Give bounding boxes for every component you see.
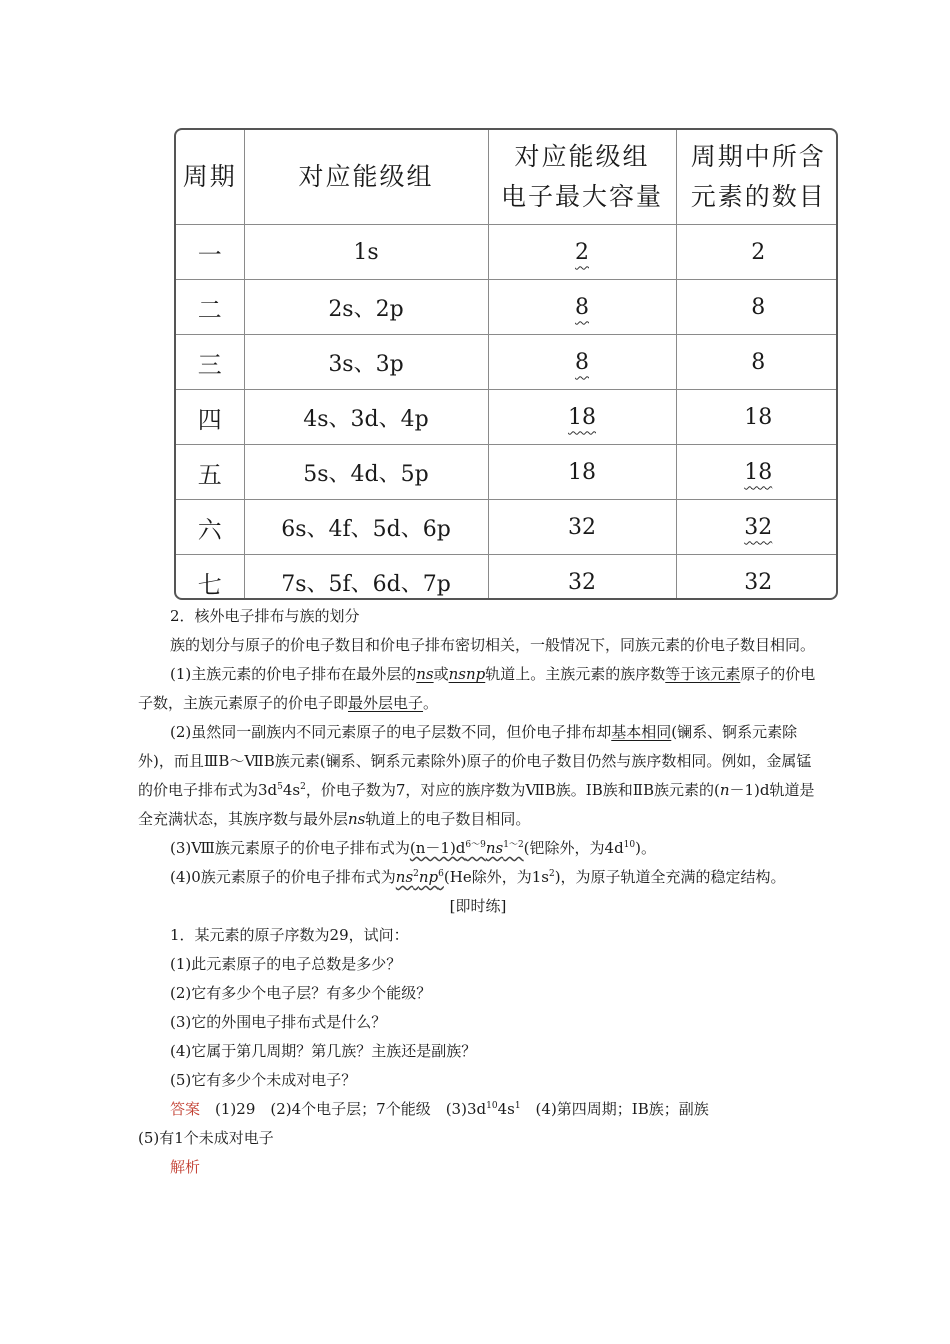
section-heading: 2．核外电子排布与族的划分 — [170, 607, 360, 625]
period-cell: 七 — [176, 555, 244, 601]
list-item: (5)它有多少个未成对电子？ — [170, 1071, 357, 1089]
count-cell: 32 — [676, 555, 838, 601]
text-span: ，价电子数为7，对应的族序数为ⅦB族。ⅠB族和ⅡB族元素的( — [305, 781, 720, 799]
capacity-cell — [488, 390, 676, 445]
text-span: (1)主族元素的价电子排布在最外层的 — [170, 665, 417, 683]
fill-blank: 最外层电子 — [348, 694, 424, 712]
period-cell: 三 — [176, 335, 244, 390]
fill-blank: nsnp — [448, 665, 486, 683]
superscript: 10 — [623, 840, 636, 850]
superscript: 1 — [514, 1101, 521, 1111]
groups-cell: 6s、4f、5d、6p — [244, 500, 488, 555]
header-energy-groups: 对应能级组 — [244, 130, 488, 225]
list-item: (4)它属于第几周期？第几族？主族还是副族？ — [170, 1042, 477, 1060]
list-item: (2)它有多少个电子层？有多少个能级？ — [170, 984, 432, 1002]
header-max-capacity-line2: 电子最大容量 — [500, 182, 663, 211]
text-span: (4)0族元素原子的价电子排布式为 — [170, 868, 396, 886]
table-row — [176, 390, 838, 445]
period-cell: 二 — [176, 280, 244, 335]
italic-symbol: ns — [485, 839, 504, 857]
capacity-cell — [488, 280, 676, 335]
paragraph-sub-group — [138, 718, 818, 834]
period-cell: 一 — [176, 225, 244, 280]
period-cell: 五 — [176, 445, 244, 500]
text-span: －1)d轨道是全充满状态，其族序数与最外层 — [138, 781, 815, 828]
count-cell — [676, 500, 838, 555]
fill-blank: 基本相同 — [611, 723, 672, 741]
italic-symbol: ns — [348, 810, 366, 828]
answer-line — [138, 1095, 818, 1124]
count-value: 32 — [744, 514, 773, 540]
table-row — [176, 280, 838, 335]
period-cell: 六 — [176, 500, 244, 555]
header-period: 周期 — [176, 130, 244, 225]
groups-cell: 7s、5f、6d、7p — [244, 555, 488, 601]
header-max-capacity-line1: 对应能级组 — [514, 142, 650, 171]
italic-symbol: n — [719, 781, 730, 799]
practice-title: [即时练] — [449, 897, 507, 915]
text-span: (4)第四周期；ⅠB族；副族 — [520, 1100, 709, 1118]
capacity-cell — [488, 335, 676, 390]
capacity-cell: 32 — [488, 555, 676, 601]
text-span: (n－1)d — [409, 839, 466, 857]
count-cell: 8 — [676, 280, 838, 335]
capacity-cell — [488, 225, 676, 280]
count-cell: 18 — [676, 390, 838, 445]
superscript: 2 — [413, 869, 419, 879]
fill-blank: 等于该元素 — [665, 665, 741, 683]
superscript: 6～9 — [465, 840, 486, 850]
fill-blank — [410, 839, 524, 857]
fill-blank — [396, 868, 444, 886]
text-span: (3)Ⅷ族元素原子的价电子排布式为 — [170, 839, 410, 857]
italic-symbol: np — [418, 868, 439, 886]
table-row — [176, 335, 838, 390]
text-span: )，为原子轨道全充满的稳定结构。 — [554, 868, 786, 886]
count-cell: 2 — [676, 225, 838, 280]
paragraph-group-viii — [138, 834, 818, 863]
answer-line-2: (5)有1个未成对电子 — [138, 1129, 274, 1147]
groups-cell: 5s、4d、5p — [244, 445, 488, 500]
text-span: 轨道上。主族元素的族序数 — [485, 665, 666, 683]
capacity-value: 8 — [575, 294, 589, 320]
fill-blank: ns — [416, 665, 434, 683]
table-row — [176, 445, 838, 500]
paragraph-main-group — [138, 660, 818, 718]
table-row — [176, 225, 838, 280]
intro-paragraph: 族的划分与原子的价电子数目和价电子排布密切相关，一般情况下，同族元素的价电子数目相同。 — [170, 636, 816, 654]
list-item: (3)它的外围电子排布式是什么？ — [170, 1013, 387, 1031]
count-value: 18 — [744, 459, 773, 485]
superscript: 2 — [300, 782, 306, 792]
italic-symbol: ns — [395, 868, 414, 886]
text-span: 轨道上的电子数目相同。 — [365, 810, 531, 828]
text-span: (钯除外，为4d — [523, 839, 624, 857]
groups-cell: 1s — [244, 225, 488, 280]
capacity-value: 8 — [575, 349, 589, 375]
period-table-grid — [176, 130, 838, 600]
text-span: (镧系、锕系元素除外)，而且ⅢB～ⅦB族元素(镧系、锕系元素除外)原子的价电子数目仍然与族序数相同。例如，金属锰的价电子排布式为3d — [138, 723, 812, 799]
text-span: 或 — [433, 665, 449, 683]
text-span: 4s — [282, 781, 301, 799]
text-span: )。 — [635, 839, 656, 857]
groups-cell: 4s、3d、4p — [244, 390, 488, 445]
superscript: 2 — [548, 869, 555, 879]
superscript: 6 — [438, 869, 444, 879]
period-table — [174, 128, 838, 600]
text-span: 原子的价电子数，主族元素原子的价电子即 — [138, 665, 816, 712]
text-span: 。 — [423, 694, 439, 712]
capacity-value: 2 — [575, 239, 589, 265]
analysis-label: 解析 — [170, 1158, 201, 1176]
answer-label: 答案 — [170, 1100, 201, 1118]
text-span: (1)29 (2)4个电子层；7个能级 (3)3d — [215, 1100, 487, 1118]
superscript: 10 — [486, 1101, 498, 1111]
text-span: (2)虽然同一副族内不同元素原子的电子层数不同，但价电子排布却 — [170, 723, 612, 741]
header-element-count — [676, 130, 838, 225]
text-span: 4s — [497, 1100, 515, 1118]
capacity-cell: 18 — [488, 445, 676, 500]
count-cell — [676, 445, 838, 500]
list-item: (1)此元素原子的电子总数是多少？ — [170, 955, 402, 973]
body-text — [138, 602, 818, 1182]
superscript: 1～2 — [503, 840, 524, 850]
text-span: (He除外，为1s — [443, 868, 549, 886]
groups-cell: 3s、3p — [244, 335, 488, 390]
table-row — [176, 500, 838, 555]
capacity-cell: 32 — [488, 500, 676, 555]
header-element-count-line1: 周期中所含 — [690, 142, 826, 171]
header-max-capacity — [488, 130, 676, 225]
groups-cell: 2s、2p — [244, 280, 488, 335]
capacity-value: 18 — [568, 404, 596, 430]
count-cell: 8 — [676, 335, 838, 390]
table-row — [176, 555, 838, 601]
superscript: 5 — [277, 782, 283, 792]
table-header-row — [176, 130, 838, 225]
practice-question: 1．某元素的原子序数为29，试问： — [170, 926, 409, 944]
header-element-count-line2: 元素的数目 — [690, 182, 826, 211]
period-cell: 四 — [176, 390, 244, 445]
paragraph-group-zero — [138, 863, 818, 892]
